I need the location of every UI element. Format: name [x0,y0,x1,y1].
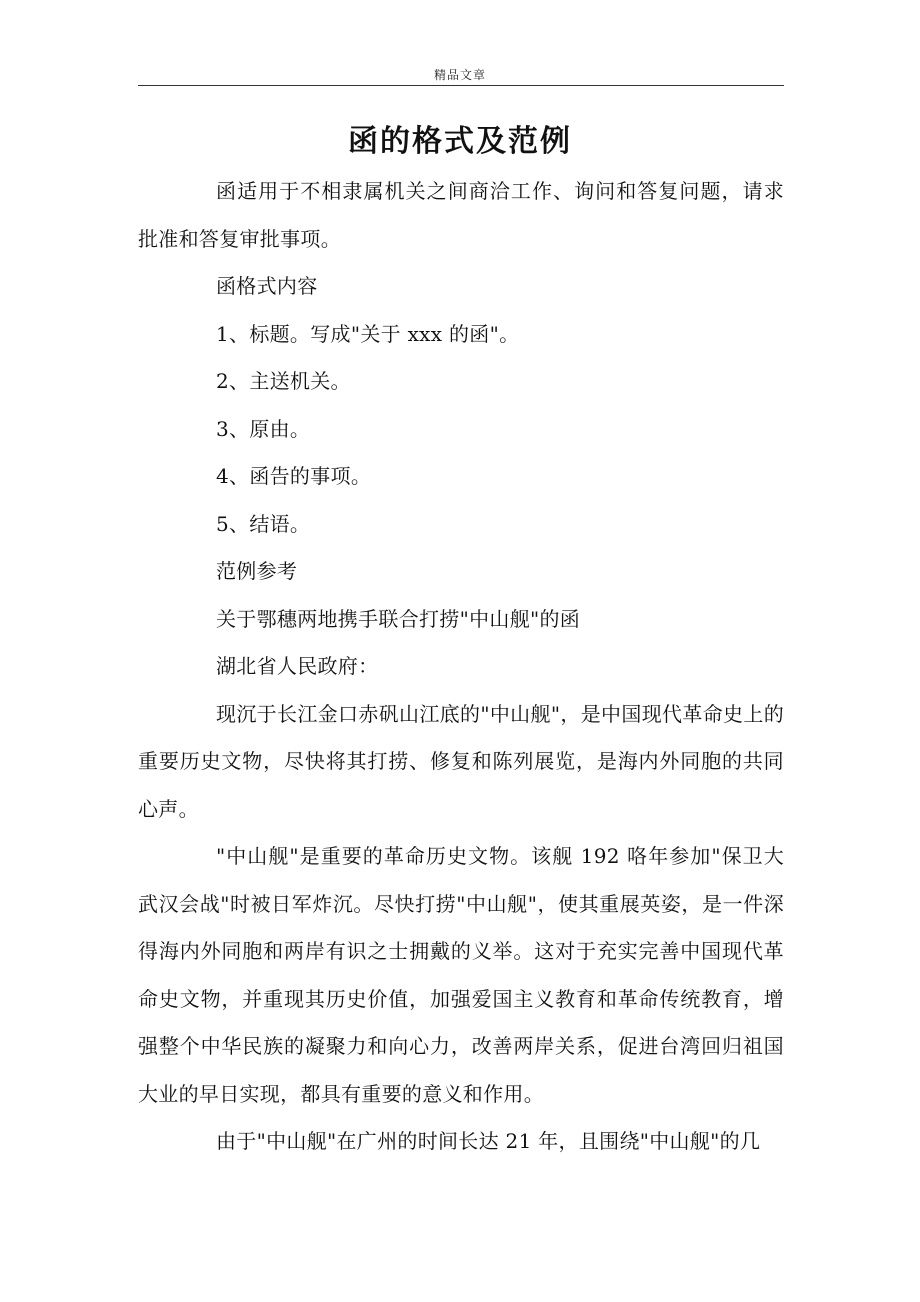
list-item-title: 1、标题。写成"关于 xxx 的函"。 [216,321,520,346]
example-recipient: 湖北省人民政府： [216,654,379,678]
paragraph-intro: 函适用于不相隶属机关之间商洽工作、询问和答复问题，请求批准和答复审批事项。 [138,179,784,251]
paragraph-format-heading: 函格式内容 [216,274,318,298]
example-paragraph-2: "中山舰"是重要的革命历史文物。该舰 192 咯年参加"保卫大武汉会战"时被日军炸沉。尽快打捞"中山舰"，使其重展英姿，是一件深得海内外同胞和两岸有识之士拥戴的义举。这对于充实完善中国现代革命史文物，并重现其历史价值，加强爱国主义教育和革命传统教育，增强整个中华民族的凝聚力和向心力，改善两岸关系，促进台湾回归祖国大业的早日实现，都具有重要的意义和作用。 [138,844,784,1106]
paragraph-example-heading: 范例参考 [216,559,298,583]
page-header-label: 精品文章 [433,68,486,82]
document-body [138,168,784,1166]
header-divider [138,85,784,86]
example-letter-title: 关于鄂穗两地携手联合打捞"中山舰"的函 [216,606,581,631]
example-paragraph-3: 由于"中山舰"在广州的时间长达 21 年，且围绕"中山舰"的几 [216,1129,761,1153]
list-item-closing: 5、结语。 [216,511,311,536]
list-item-reason: 3、原由。 [216,416,311,441]
list-item-recipient: 2、主送机关。 [216,369,351,393]
list-item-matters: 4、函告的事项。 [216,464,372,488]
document-title: 函的格式及范例 [348,124,572,159]
example-paragraph-1: 现沉于长江金口赤矾山江底的"中山舰"，是中国现代革命史上的重要历史文物，尽快将其打捞、修复和陈列展览，是海内外同胞的共同心声。 [138,701,784,821]
